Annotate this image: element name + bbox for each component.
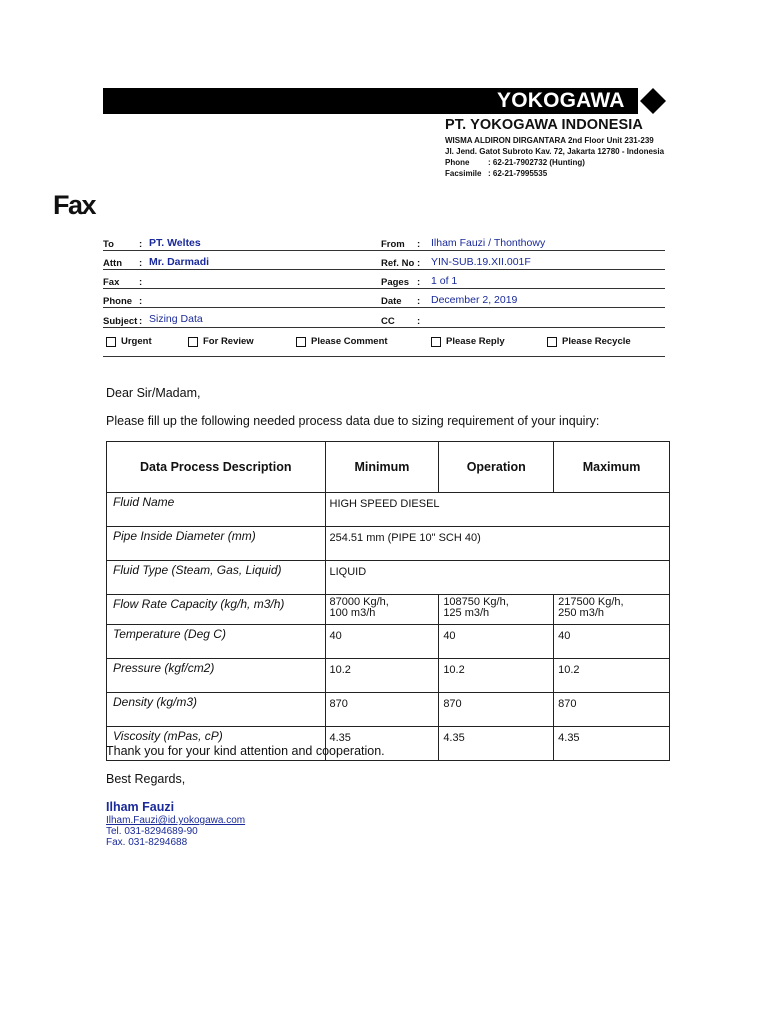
from-colon: : [417,239,421,250]
company-facsimile-label: Facsimile [445,169,482,178]
table-row [107,493,670,527]
table-row [107,595,670,625]
subject-colon: : [139,316,143,327]
fax-colon: : [139,277,143,288]
row-label: Density (kg/m3) [107,693,326,727]
checkbox-icon [547,337,557,347]
process-data-table [106,441,670,761]
intro-text: Please fill up the following needed process data due to sizing requirement of your inquiry: [106,414,600,428]
row-label: Fluid Name [107,493,326,527]
pages-colon: : [417,277,421,288]
date-label: Date [381,296,402,307]
min-cell[interactable]: 10.2 [325,659,439,693]
from-label: From [381,239,405,250]
signature-tel: Tel. 031-8294689-90 [106,826,198,837]
phone-label: Phone [103,296,133,307]
checkbox-label: For Review [203,336,254,347]
column-header: Minimum [325,442,439,493]
regards-text: Best Regards, [106,772,186,786]
row-label: Viscosity (mPas, cP) [107,727,326,761]
column-header: Operation [439,442,554,493]
company-address-line2: Jl. Jend. Gatot Subroto Kav. 72, Jakarta 12780 - Indonesia [445,147,665,156]
checkbox-icon [106,337,116,347]
please-reply-checkbox[interactable] [431,336,505,347]
attn-colon: : [139,258,143,269]
max-cell[interactable]: 10.2 [554,659,670,693]
row-label: Pipe Inside Diameter (mm) [107,527,326,561]
checkbox-label: Please Recycle [562,336,631,347]
company-name: PT. YOKOGAWA INDONESIA [445,117,643,133]
signature-email-link[interactable]: Ilham.Fauzi@id.yokogawa.com [106,815,246,826]
header-rule [103,269,665,270]
company-facsimile-value: : 62-21-7995535 [488,169,548,178]
company-facsimile [445,168,547,179]
min-cell[interactable]: 40 [325,625,439,659]
row-label: Flow Rate Capacity (kg/h, m3/h) [107,595,326,625]
operation-cell[interactable]: 870 [439,693,554,727]
checkbox-icon [188,337,198,347]
subject-label: Subject [103,316,138,327]
header-rule [103,250,665,251]
header-rule [103,356,665,357]
header-rule [103,288,665,289]
phone-colon: : [139,296,143,307]
fax-label: Fax [103,277,120,288]
closing-text: Thank you for your kind attention and cooperation. [106,744,385,758]
company-phone-label: Phone [445,158,470,167]
column-header: Maximum [554,442,670,493]
table-row [107,625,670,659]
row-label: Pressure (kgf/cm2) [107,659,326,693]
company-address-line1: WISMA ALDIRON DIRGANTARA 2nd Floor Unit 231-239 [445,136,654,145]
min-cell[interactable]: 870 [325,693,439,727]
max-cell[interactable]: 40 [554,625,670,659]
min-cell[interactable]: 87000 Kg/h, 100 m3/h [325,595,439,625]
checkbox-label: Please Comment [311,336,388,347]
diamond-logo-icon [640,88,666,114]
ref-colon: : [417,258,421,269]
date-colon: : [417,296,421,307]
to-colon: : [139,239,143,250]
row-label: Fluid Type (Steam, Gas, Liquid) [107,561,326,595]
row-label: Temperature (Deg C) [107,625,326,659]
fluid-type-cell[interactable]: LIQUID [325,561,670,595]
checkbox-icon [431,337,441,347]
pipe-diameter-cell[interactable]: 254.51 mm (PIPE 10" SCH 40) [325,527,670,561]
signature-fax: Fax. 031-8294688 [106,837,188,848]
company-logo: YOKOGAWA [497,89,625,112]
company-phone [445,157,585,168]
table-header-row [107,442,670,493]
column-header: Data Process Description [107,442,326,493]
operation-cell[interactable]: 108750 Kg/h, 125 m3/h [439,595,554,625]
operation-cell[interactable]: 10.2 [439,659,554,693]
company-phone-value: : 62-21-7902732 (Hunting) [488,158,585,167]
table-row [107,527,670,561]
to-label: To [103,239,114,250]
table-row [107,659,670,693]
please-comment-checkbox[interactable] [296,336,388,347]
min-cell[interactable]: 4.35 [325,727,439,761]
to-value: PT. Weltes [149,237,201,249]
for-review-checkbox[interactable] [188,336,254,347]
max-cell[interactable]: 870 [554,693,670,727]
subject-value: Sizing Data [149,313,203,325]
max-cell[interactable]: 217500 Kg/h, 250 m3/h [554,595,670,625]
ref-value: YIN-SUB.19.XII.001F [431,256,531,268]
from-value: Ilham Fauzi / Thonthowy [431,237,546,249]
document-title: Fax [53,190,96,220]
table-row [107,561,670,595]
pages-label: Pages [381,277,409,288]
cc-colon: : [417,316,421,327]
attn-value: Mr. Darmadi [149,256,210,268]
table-row [107,693,670,727]
attn-label: Attn [103,258,122,269]
fluid-name-cell[interactable]: HIGH SPEED DIESEL [325,493,670,527]
date-value: December 2, 2019 [431,294,518,306]
urgent-checkbox[interactable] [106,336,152,347]
greeting: Dear Sir/Madam, [106,386,201,400]
checkbox-icon [296,337,306,347]
operation-cell[interactable]: 40 [439,625,554,659]
ref-label: Ref. No [381,258,415,269]
pages-value: 1 of 1 [431,275,458,287]
header-rule [103,327,665,328]
checkbox-label: Urgent [121,336,152,347]
please-recycle-checkbox[interactable] [547,336,631,347]
signature-name: Ilham Fauzi [106,800,175,814]
header-rule [103,307,665,308]
max-cell[interactable]: 4.35 [554,727,670,761]
checkbox-label: Please Reply [446,336,505,347]
operation-cell[interactable]: 4.35 [439,727,554,761]
cc-label: CC [381,316,395,327]
